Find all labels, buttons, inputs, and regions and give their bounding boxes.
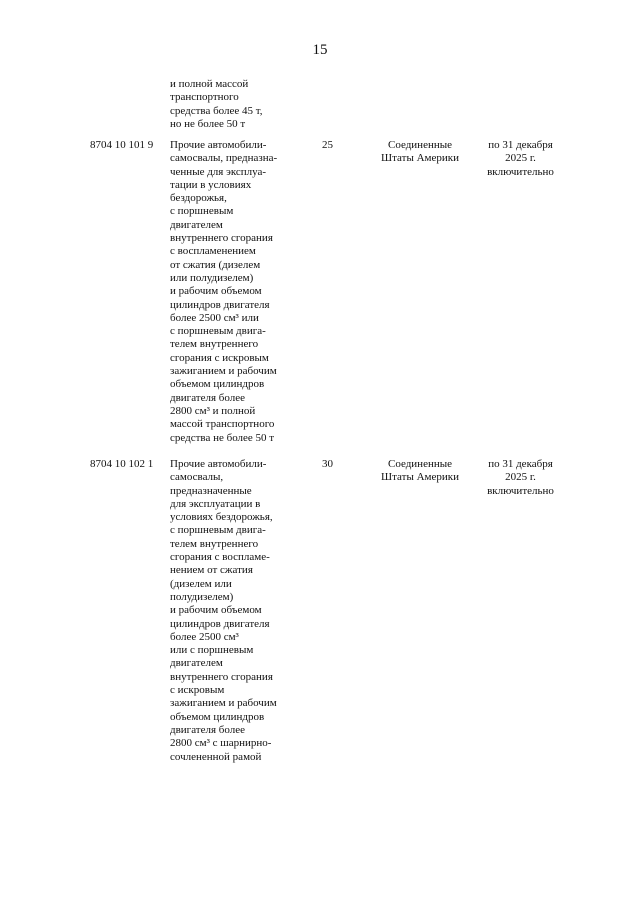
tariff-code: 8704 10 101 9 [90, 139, 154, 151]
page-number: 15 [312, 42, 328, 58]
continued-description: и полной массой транспортного средства более 45 т, но не более 50 т [170, 78, 263, 130]
validity-term: по 31 декабря 2025 г. включительно [487, 139, 554, 178]
goods-description: Прочие автомобили- самосвалы, предназначенные для эксплуатации в условиях бездорожья, с поршневым двига- телем внутреннего сгорания с воспламе- нением от сжатия (дизелем или полудизелем) и рабочим объемом цилиндров двигателя более 2500 см³ или с поршневым двигателем внутреннего сгорания с искровым зажиганием и рабочим объемом цилиндров двигателя более 2800 см³ с шарнирно- сочлененной рамой [170, 458, 277, 763]
country-of-origin: Соединенные Штаты Америки [381, 458, 459, 484]
goods-description: Прочие автомобили- самосвалы, предназна- ченные для эксплуа- тации в условиях бездорожья, с поршневым двигателем внутреннего сгорания с воспламенением от сжатия (дизелем или полудизелем) и рабочим объемом цилиндров двигателя более 2500 см³ или с поршневым двига- телем внутреннего сгорания с искровым зажиганием и рабочим объемом цилиндров двигателя более 2800 см³ и полной массой транспортного средства не более 50 т [170, 139, 278, 444]
validity-term: по 31 декабря 2025 г. включительно [487, 458, 554, 497]
country-of-origin: Соединенные Штаты Америки [381, 139, 459, 165]
duty-rate: 30 [322, 458, 333, 470]
duty-rate: 25 [322, 139, 333, 151]
tariff-code: 8704 10 102 1 [90, 458, 154, 470]
